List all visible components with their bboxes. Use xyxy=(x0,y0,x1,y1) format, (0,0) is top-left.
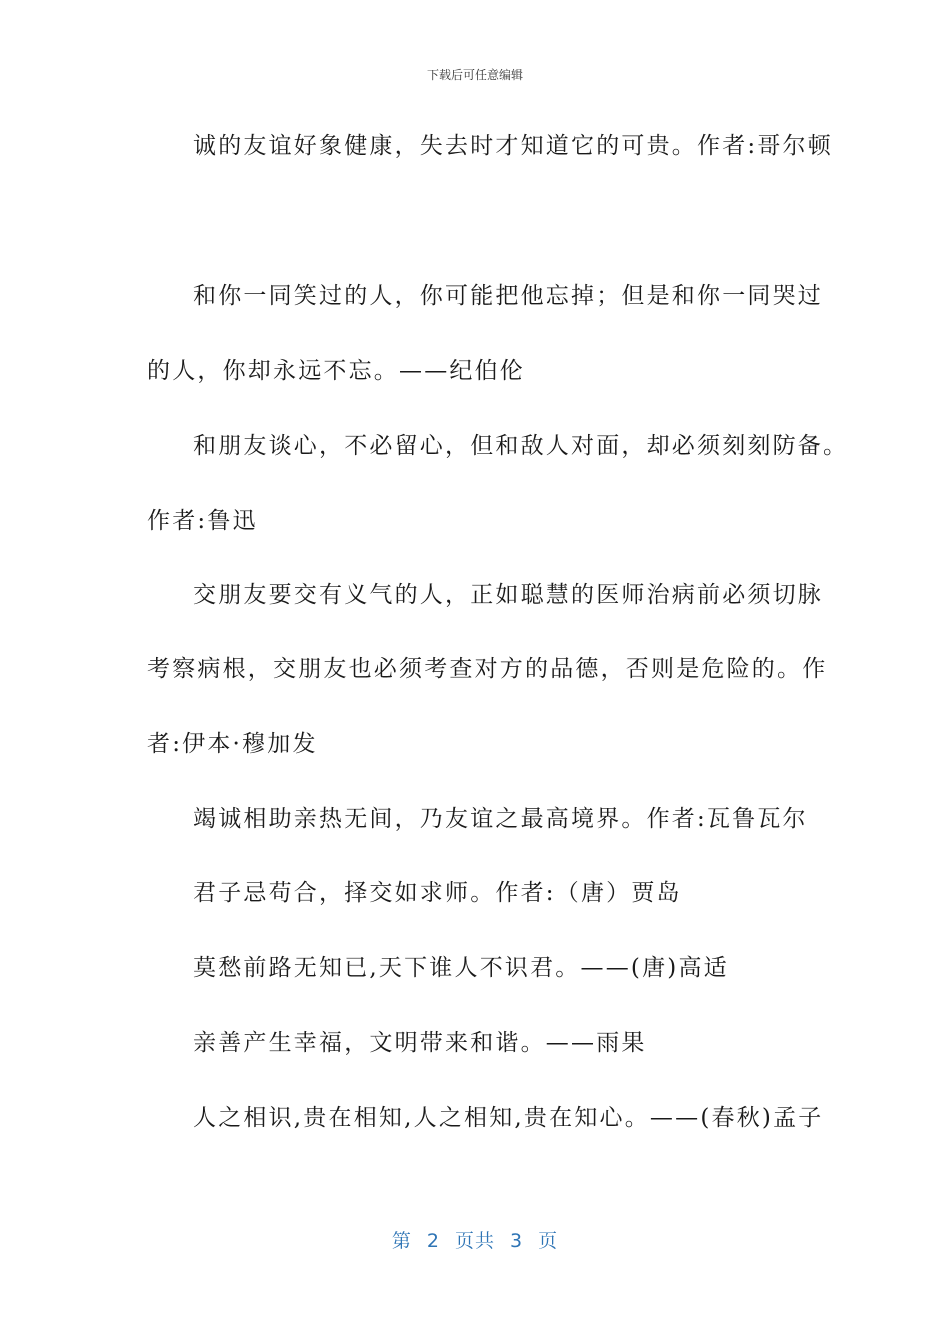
text-line: 竭诚相助亲热无间，乃友谊之最高境界。作者:瓦鲁瓦尔 xyxy=(193,806,808,832)
text-line: 和你一同笑过的人，你可能把他忘掉；但是和你一同哭过 xyxy=(193,283,823,309)
text-line: 诚的友谊好象健康，失去时才知道它的可贵。作者:哥尔顿 xyxy=(193,133,833,159)
text-line: 君子忌苟合，择交如求师。作者:（唐）贾岛 xyxy=(193,880,682,906)
text-line: 莫愁前路无知已,天下谁人不识君。——(唐)高适 xyxy=(193,955,729,981)
page-footer: 第 2 页共 3 页 xyxy=(391,1230,559,1252)
page-header: 下载后可任意编辑 xyxy=(426,68,523,82)
text-line: 考察病根，交朋友也必须考查对方的品德，否则是危险的。作 xyxy=(147,656,828,682)
text-line: 人之相识,贵在相知,人之相知,贵在知心。——(春秋)孟子 xyxy=(193,1105,824,1131)
text-line: 作者:鲁迅 xyxy=(147,508,258,534)
text-line: 的人，你却永远不忘。——纪伯伦 xyxy=(147,358,525,384)
text-line: 者:伊本·穆加发 xyxy=(147,731,318,757)
text-line: 亲善产生幸福，文明带来和谐。——雨果 xyxy=(193,1030,647,1056)
text-line: 和朋友谈心，不必留心，但和敌人对面，却必须刻刻防备。 xyxy=(193,433,849,459)
text-line: 交朋友要交有义气的人，正如聪慧的医师治病前必须切脉 xyxy=(193,582,823,608)
